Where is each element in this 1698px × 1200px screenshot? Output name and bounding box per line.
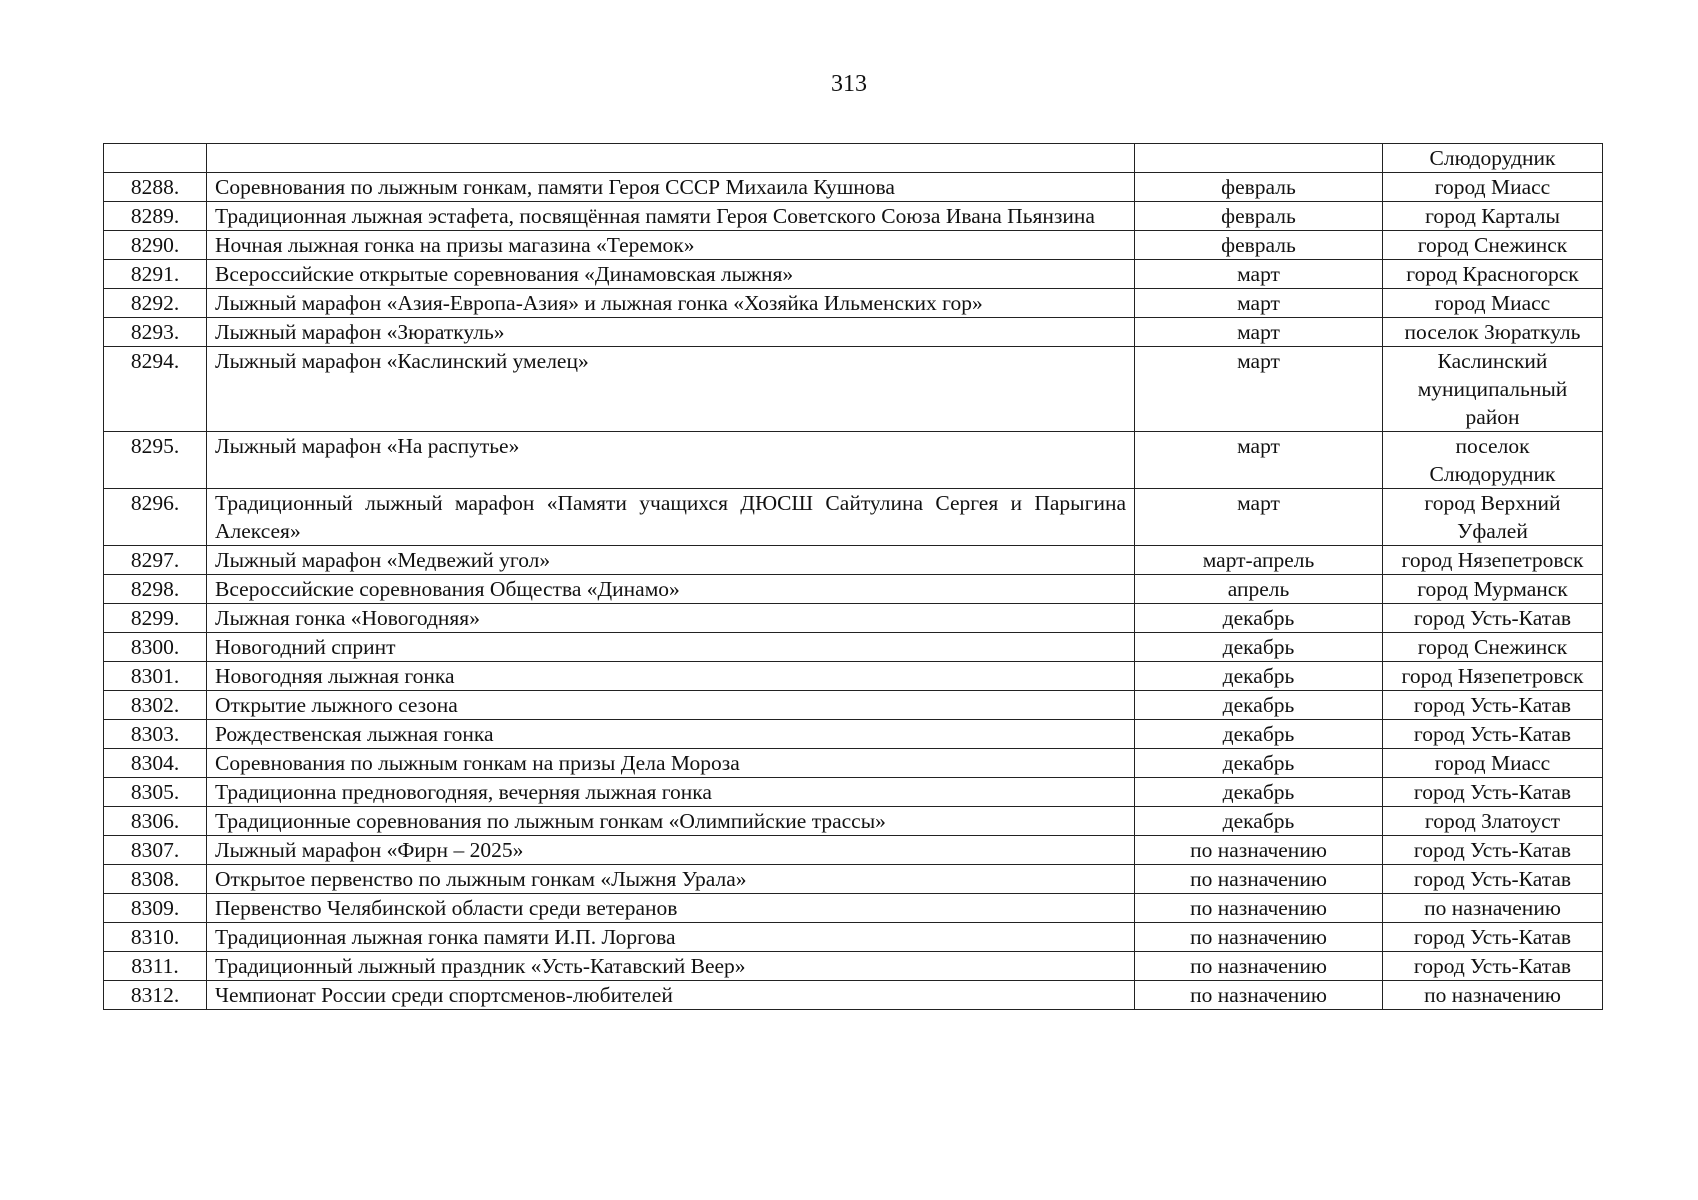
event-name [207,144,1135,173]
row-number: 8312. [104,981,207,1010]
event-name: Традиционный лыжный праздник «Усть-Катавский Веер» [207,952,1135,981]
event-name: Лыжный марафон «Зюраткуль» [207,318,1135,347]
event-name: Лыжная гонка «Новогодняя» [207,604,1135,633]
event-date [1135,144,1383,173]
events-table [103,143,1603,1010]
event-place: город Верхний Уфалей [1383,489,1603,546]
row-number: 8306. [104,807,207,836]
event-date: апрель [1135,575,1383,604]
table-row [104,575,1603,604]
event-date: март-апрель [1135,546,1383,575]
table-row [104,662,1603,691]
row-number: 8297. [104,546,207,575]
table-row [104,289,1603,318]
event-name: Традиционна предновогодняя, вечерняя лыжная гонка [207,778,1135,807]
event-date: по назначению [1135,865,1383,894]
row-number: 8290. [104,231,207,260]
event-date: декабрь [1135,778,1383,807]
event-date: по назначению [1135,836,1383,865]
table-row [104,231,1603,260]
event-place: город Усть-Катав [1383,604,1603,633]
event-name: Лыжный марафон «Каслинский умелец» [207,347,1135,432]
event-date: декабрь [1135,749,1383,778]
table-row [104,604,1603,633]
event-date: декабрь [1135,691,1383,720]
row-number: 8296. [104,489,207,546]
event-date: март [1135,432,1383,489]
event-name: Традиционная лыжная гонка памяти И.П. Лоргова [207,923,1135,952]
event-date: март [1135,260,1383,289]
table-row [104,807,1603,836]
row-number: 8298. [104,575,207,604]
event-date: по назначению [1135,981,1383,1010]
row-number: 8292. [104,289,207,318]
row-number: 8299. [104,604,207,633]
event-date: март [1135,489,1383,546]
event-place: город Миасс [1383,289,1603,318]
event-place: по назначению [1383,981,1603,1010]
table-row [104,347,1603,432]
event-date: март [1135,318,1383,347]
event-place: город Миасс [1383,173,1603,202]
table-row [104,546,1603,575]
row-number: 8294. [104,347,207,432]
event-name: Соревнования по лыжным гонкам, памяти Героя СССР Михаила Кушнова [207,173,1135,202]
event-name: Лыжный марафон «Азия-Европа-Азия» и лыжная гонка «Хозяйка Ильменских гор» [207,289,1135,318]
row-number: 8310. [104,923,207,952]
event-date: декабрь [1135,633,1383,662]
event-name: Всероссийские открытые соревнования «Динамовская лыжня» [207,260,1135,289]
table-row [104,202,1603,231]
event-name: Новогодняя лыжная гонка [207,662,1135,691]
row-number: 8300. [104,633,207,662]
event-name: Новогодний спринт [207,633,1135,662]
event-name: Открытие лыжного сезона [207,691,1135,720]
table-row [104,173,1603,202]
event-place: город Нязепетровск [1383,546,1603,575]
row-number: 8295. [104,432,207,489]
table-row [104,749,1603,778]
event-place: город Златоуст [1383,807,1603,836]
row-number: 8307. [104,836,207,865]
event-name: Лыжный марафон «На распутье» [207,432,1135,489]
event-date: февраль [1135,202,1383,231]
table-row [104,981,1603,1010]
event-name: Чемпионат России среди спортсменов-любителей [207,981,1135,1010]
event-place: город Нязепетровск [1383,662,1603,691]
event-date: по назначению [1135,952,1383,981]
table-row [104,720,1603,749]
event-place: город Усть-Катав [1383,952,1603,981]
table-row [104,318,1603,347]
row-number: 8291. [104,260,207,289]
event-date: по назначению [1135,894,1383,923]
table-row [104,691,1603,720]
row-number: 8304. [104,749,207,778]
event-place: Каслинский муниципальный район [1383,347,1603,432]
table-row [104,923,1603,952]
row-number: 8289. [104,202,207,231]
event-date: декабрь [1135,720,1383,749]
event-date: по назначению [1135,923,1383,952]
event-place: город Усть-Катав [1383,865,1603,894]
event-place: город Карталы [1383,202,1603,231]
event-name: Первенство Челябинской области среди ветеранов [207,894,1135,923]
event-name: Лыжный марафон «Медвежий угол» [207,546,1135,575]
row-number: 8302. [104,691,207,720]
event-date: февраль [1135,231,1383,260]
row-number: 8301. [104,662,207,691]
row-number: 8309. [104,894,207,923]
row-number: 8311. [104,952,207,981]
event-place: по назначению [1383,894,1603,923]
event-place: поселок Слюдорудник [1383,432,1603,489]
table-row [104,489,1603,546]
table-row [104,633,1603,662]
event-place: город Снежинск [1383,231,1603,260]
event-place: город Снежинск [1383,633,1603,662]
table-row [104,836,1603,865]
event-name: Лыжный марафон «Фирн – 2025» [207,836,1135,865]
event-name: Ночная лыжная гонка на призы магазина «Теремок» [207,231,1135,260]
event-name: Рождественская лыжная гонка [207,720,1135,749]
row-number: 8303. [104,720,207,749]
event-name: Открытое первенство по лыжным гонкам «Лыжня Урала» [207,865,1135,894]
event-place: город Усть-Катав [1383,778,1603,807]
table-row [104,260,1603,289]
event-name: Всероссийские соревнования Общества «Динамо» [207,575,1135,604]
event-date: декабрь [1135,807,1383,836]
event-place: город Усть-Катав [1383,720,1603,749]
event-date: март [1135,347,1383,432]
row-number: 8288. [104,173,207,202]
event-place: город Красногорск [1383,260,1603,289]
row-number [104,144,207,173]
event-place: Слюдорудник [1383,144,1603,173]
event-name: Традиционная лыжная эстафета, посвящённая памяти Героя Советского Союза Ивана Пьянзина [207,202,1135,231]
row-number: 8293. [104,318,207,347]
table-row [104,144,1603,173]
event-place: поселок Зюраткуль [1383,318,1603,347]
event-date: март [1135,289,1383,318]
event-date: декабрь [1135,662,1383,691]
event-place: город Миасс [1383,749,1603,778]
table-row [104,894,1603,923]
event-date: декабрь [1135,604,1383,633]
page-number: 313 [831,71,867,97]
table-row [104,865,1603,894]
event-place: город Мурманск [1383,575,1603,604]
row-number: 8305. [104,778,207,807]
table-row [104,952,1603,981]
row-number: 8308. [104,865,207,894]
table-row [104,778,1603,807]
event-name: Традиционные соревнования по лыжным гонкам «Олимпийские трассы» [207,807,1135,836]
table-row [104,432,1603,489]
event-name: Традиционный лыжный марафон «Памяти учащихся ДЮСШ Сайтулина Сергея и Парыгина Алексея» [207,489,1135,546]
event-place: город Усть-Катав [1383,923,1603,952]
event-date: февраль [1135,173,1383,202]
event-name: Соревнования по лыжным гонкам на призы Дела Мороза [207,749,1135,778]
event-place: город Усть-Катав [1383,691,1603,720]
event-place: город Усть-Катав [1383,836,1603,865]
